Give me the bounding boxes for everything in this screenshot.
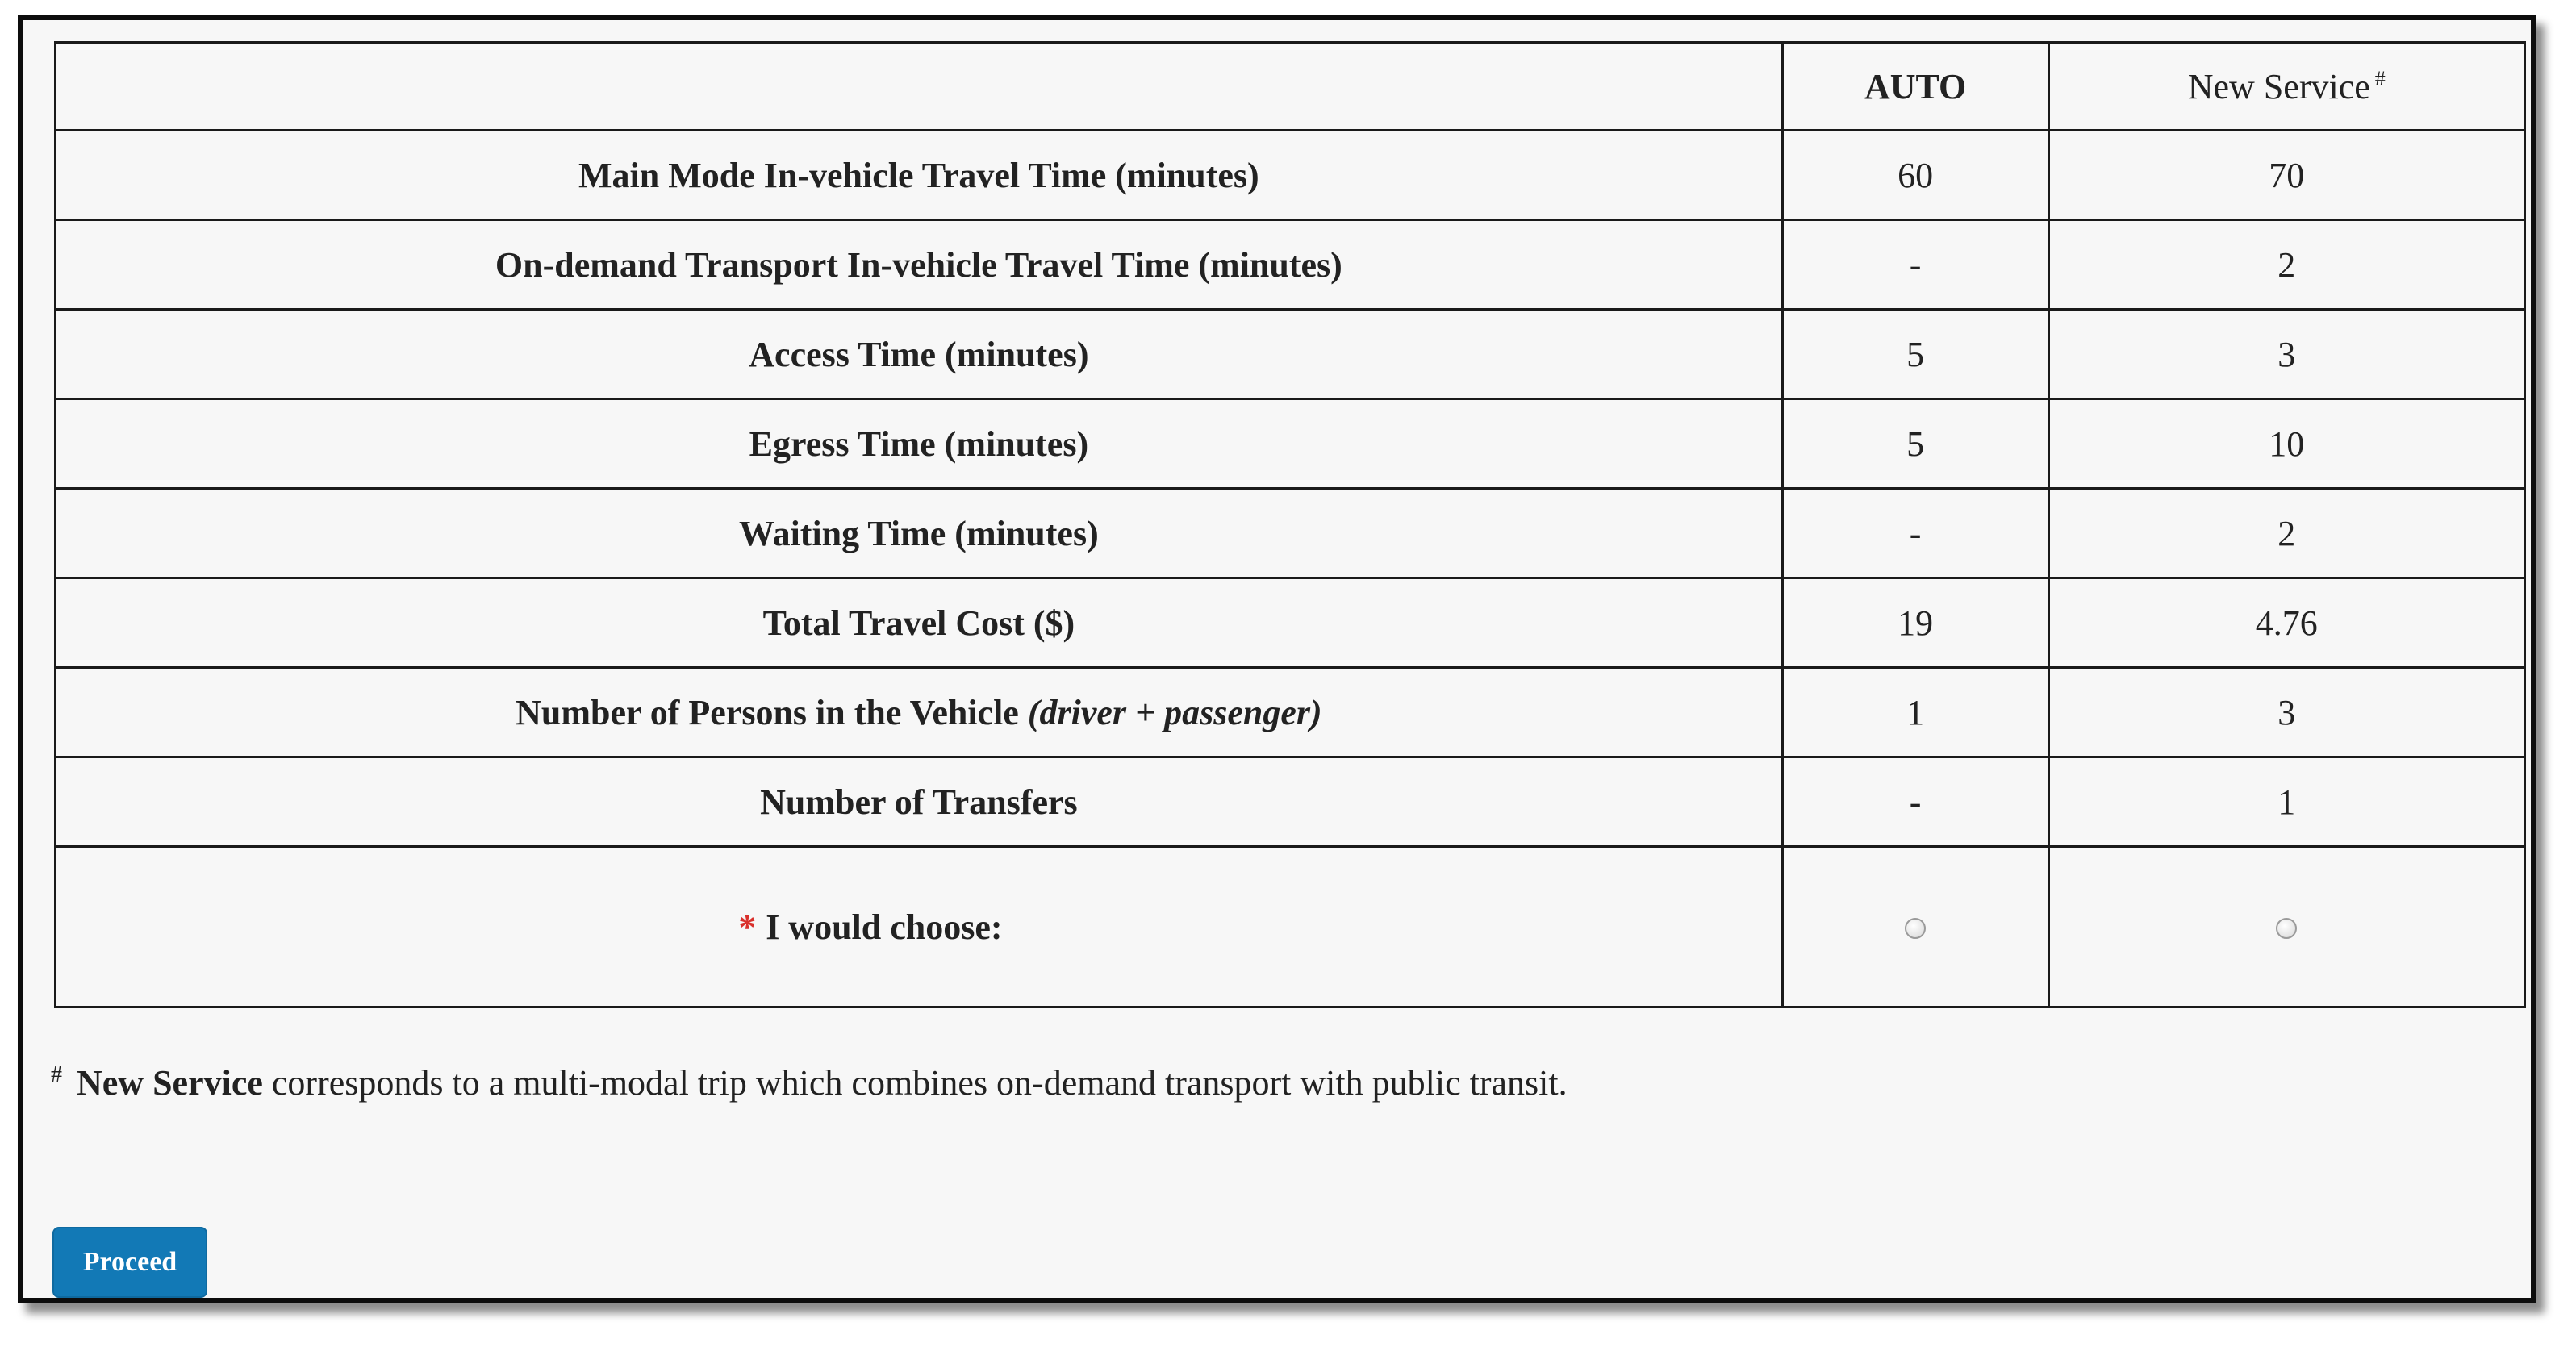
table-row bbox=[56, 399, 2525, 489]
table-row bbox=[56, 578, 2525, 668]
row-label: Access Time (minutes) bbox=[56, 310, 1783, 399]
row-label: On-demand Transport In-vehicle Travel Time (minutes) bbox=[56, 220, 1783, 310]
row-label: Egress Time (minutes) bbox=[56, 399, 1783, 489]
row-label: Main Mode In-vehicle Travel Time (minutes) bbox=[56, 131, 1783, 220]
row-label-note: (driver + passenger) bbox=[1027, 692, 1322, 732]
row-label: Number of Persons in the Vehicle bbox=[516, 692, 1019, 732]
auto-radio[interactable] bbox=[1905, 918, 1926, 939]
header-auto: AUTO bbox=[1782, 43, 2048, 131]
row-label: Waiting Time (minutes) bbox=[56, 489, 1783, 578]
header-new-service bbox=[2048, 43, 2525, 131]
header-new-service-footnote-mark: # bbox=[2374, 66, 2386, 90]
table-row bbox=[56, 220, 2525, 310]
footnote bbox=[51, 1062, 1568, 1103]
row-new-service-value: 10 bbox=[2048, 399, 2525, 489]
row-new-service-value: 4.76 bbox=[2048, 578, 2525, 668]
row-auto-value: 60 bbox=[1782, 131, 2048, 220]
row-auto-value: 5 bbox=[1782, 399, 2048, 489]
choose-new-service-cell bbox=[2048, 847, 2525, 1007]
row-label-cell bbox=[56, 668, 1783, 757]
footnote-term: New Service bbox=[77, 1063, 263, 1103]
table-row bbox=[56, 489, 2525, 578]
choice-table bbox=[54, 41, 2526, 1008]
required-asterisk: * bbox=[738, 907, 757, 947]
footnote-text: corresponds to a multi-modal trip which combines on-demand transport with public transit. bbox=[262, 1063, 1568, 1103]
survey-panel bbox=[18, 15, 2536, 1303]
row-new-service-value: 3 bbox=[2048, 310, 2525, 399]
header-new-service-label: New Service bbox=[2187, 66, 2370, 106]
choose-auto-cell bbox=[1782, 847, 2048, 1007]
choose-label: I would choose: bbox=[766, 907, 1003, 947]
row-new-service-value: 2 bbox=[2048, 220, 2525, 310]
table-row bbox=[56, 131, 2525, 220]
choose-row bbox=[56, 847, 2525, 1007]
proceed-button[interactable]: Proceed bbox=[52, 1227, 207, 1298]
row-auto-value: 1 bbox=[1782, 668, 2048, 757]
table-row bbox=[56, 310, 2525, 399]
row-auto-value: - bbox=[1782, 489, 2048, 578]
row-new-service-value: 1 bbox=[2048, 757, 2525, 847]
row-auto-value: 5 bbox=[1782, 310, 2048, 399]
table-row bbox=[56, 757, 2525, 847]
row-auto-value: 19 bbox=[1782, 578, 2048, 668]
footnote-mark: # bbox=[51, 1062, 62, 1088]
row-auto-value: - bbox=[1782, 757, 2048, 847]
new-service-radio[interactable] bbox=[2276, 918, 2297, 939]
table-header-row bbox=[56, 43, 2525, 131]
row-new-service-value: 70 bbox=[2048, 131, 2525, 220]
row-auto-value: - bbox=[1782, 220, 2048, 310]
row-label: Number of Transfers bbox=[56, 757, 1783, 847]
choose-label-cell bbox=[56, 847, 1783, 1007]
table-row bbox=[56, 668, 2525, 757]
header-label-cell bbox=[56, 43, 1783, 131]
row-new-service-value: 2 bbox=[2048, 489, 2525, 578]
row-new-service-value: 3 bbox=[2048, 668, 2525, 757]
row-label: Total Travel Cost ($) bbox=[56, 578, 1783, 668]
